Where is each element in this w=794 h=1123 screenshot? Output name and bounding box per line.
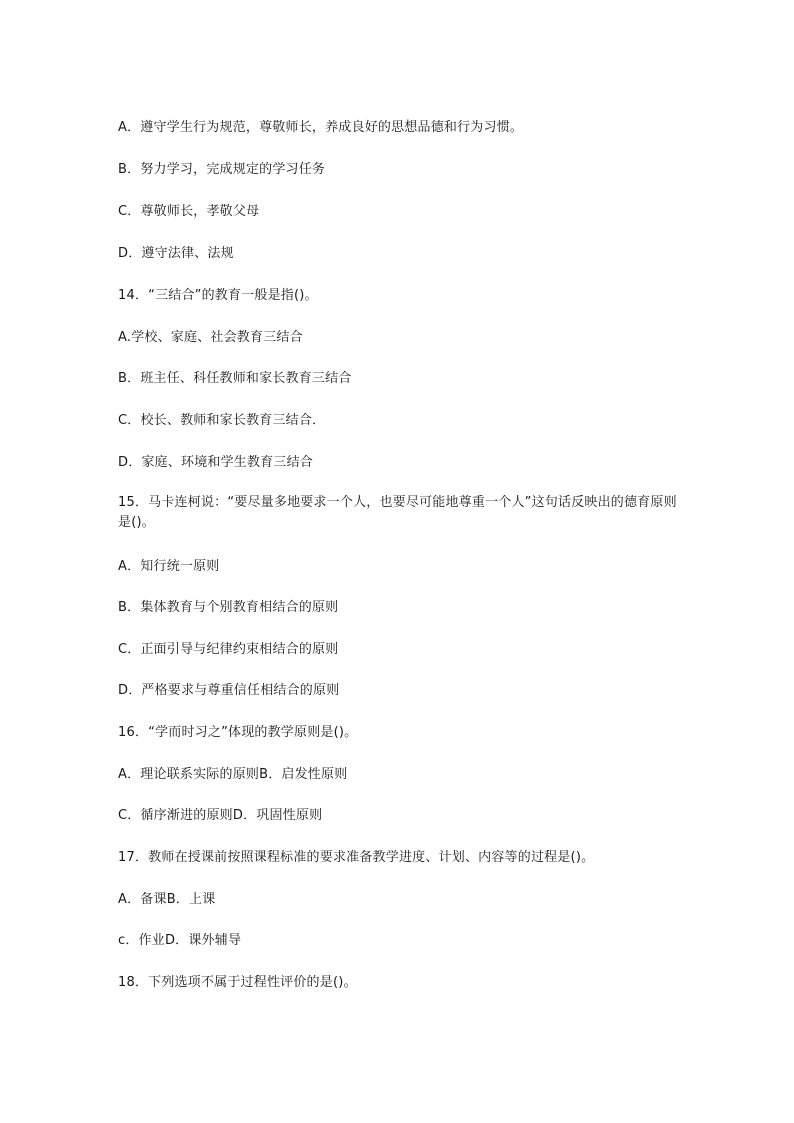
q13-option-d: D．遵守法律、法规: [118, 246, 234, 261]
q16-stem: 16．“学而时习之”体现的教学原则是()。: [118, 725, 358, 740]
q13-option-a: A．遵守学生行为规范，尊敬师长，养成良好的思想品德和行为习惯。: [118, 120, 524, 135]
q14-option-a: A.学校、家庭、社会教育三结合: [118, 330, 303, 345]
q13-option-c: C．尊敬师长，孝敬父母: [118, 204, 260, 219]
q15-option-c: C．正面引导与纪律约束相结合的原则: [118, 642, 339, 657]
q14-option-c: C．校长、教师和家长教育三结合．: [118, 413, 326, 428]
q14-option-d: D．家庭、环境和学生教育三结合: [118, 455, 314, 470]
q15-stem: 15．马卡连柯说：“要尽量多地要求一个人，也要尽可能地尊重一个人”这句话反映出的德育原则是()。: [118, 495, 677, 530]
q17-options-ab: A．备课B．上课: [118, 892, 216, 907]
q16-options-cd: C．循序渐进的原则D．巩固性原则: [118, 808, 323, 823]
q15-option-b: B．集体教育与个别教育相结合的原则: [118, 600, 339, 615]
q16-options-ab: A．理论联系实际的原则B．启发性原则: [118, 767, 348, 782]
q13-option-b: B．努力学习，完成规定的学习任务: [118, 162, 326, 177]
q15-option-a: A．知行统一原则: [118, 559, 220, 574]
q14-stem: 14．“三结合”的教育一般是指()。: [118, 288, 318, 303]
q17-stem: 17．教师在授课前按照课程标准的要求准备教学进度、计划、内容等的过程是()。: [118, 850, 595, 865]
q15-option-d: D．严格要求与尊重信任相结合的原则: [118, 683, 340, 698]
q17-options-cd: c．作业D．课外辅导: [118, 933, 242, 948]
q18-stem: 18．下列选项不属于过程性评价的是()。: [118, 975, 357, 990]
q14-option-b: B．班主任、科任教师和家长教育三结合: [118, 371, 352, 386]
